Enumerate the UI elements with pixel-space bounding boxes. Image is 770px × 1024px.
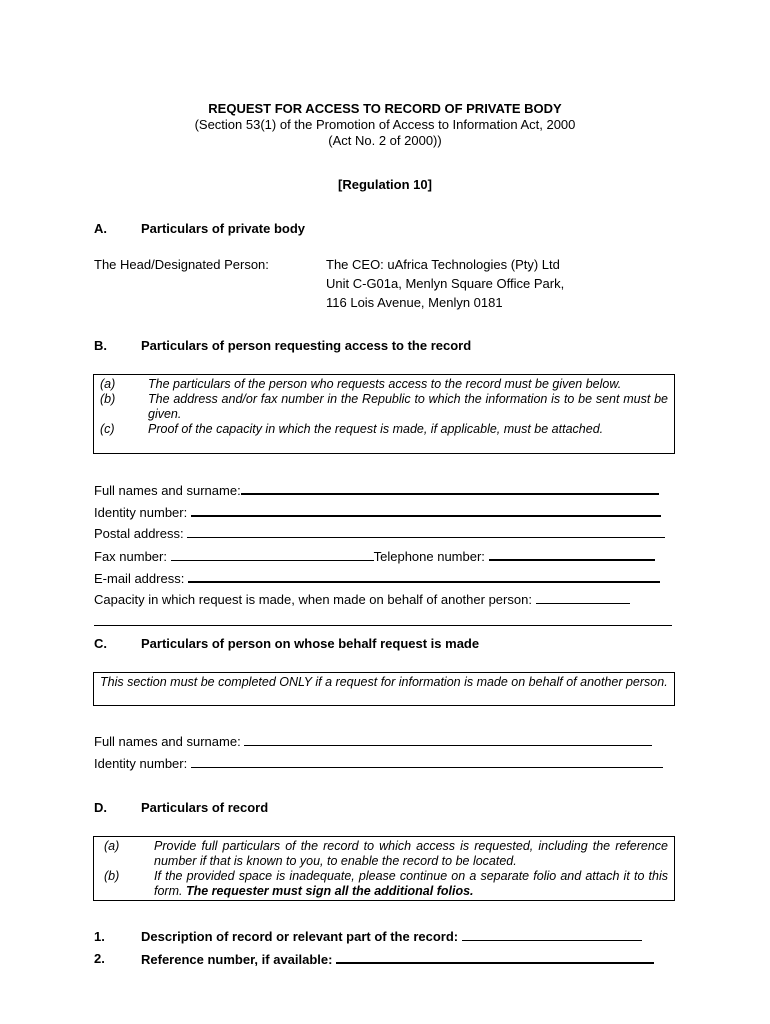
fax-number-label: Fax number: [94, 549, 167, 564]
full-names-label: Full names and surname: [94, 483, 241, 498]
head-designated-label: The Head/Designated Person: [94, 257, 269, 272]
reference-number-field[interactable] [141, 951, 654, 967]
instruction-label: (a) [104, 839, 120, 853]
instruction-item [94, 422, 674, 437]
instruction-label: (a) [100, 377, 116, 391]
capacity-line[interactable] [536, 592, 630, 604]
capacity-continuation-line[interactable] [94, 614, 672, 626]
fax-number-line[interactable] [171, 549, 374, 561]
reference-number-label: Reference number, if available: [141, 952, 333, 967]
behalf-identity-line[interactable] [191, 756, 663, 768]
section-c-letter: C. [94, 636, 107, 651]
instruction-text: Proof of the capacity in which the request is made, if applicable, must be attached. [148, 422, 604, 436]
identity-number-label: Identity number: [94, 505, 188, 520]
section-c-instruction-text: This section must be completed ONLY if a request for information is made on behalf of another person. [100, 675, 668, 689]
behalf-identity-label: Identity number: [94, 756, 188, 771]
form-title: REQUEST FOR ACCESS TO RECORD OF PRIVATE BODY [208, 101, 562, 116]
full-names-line[interactable] [241, 482, 659, 495]
email-address-line[interactable] [188, 570, 660, 583]
instruction-item [94, 839, 674, 869]
section-b-title: Particulars of person requesting access to the record [141, 338, 472, 353]
postal-address-field[interactable] [94, 526, 665, 541]
section-a-letter: A. [94, 221, 107, 236]
section-c-instruction [93, 672, 675, 706]
fax-telephone-field[interactable] [94, 548, 655, 564]
full-names-field[interactable] [94, 482, 659, 498]
identity-number-field[interactable] [94, 504, 661, 520]
address-line-1: The CEO: uAfrica Technologies (Pty) Ltd [326, 257, 560, 272]
instruction-text: The particulars of the person who requests access to the record must be given below. [148, 377, 622, 391]
behalf-full-names-label: Full names and surname: [94, 734, 241, 749]
instruction-item [94, 377, 674, 392]
reference-number-line[interactable] [336, 951, 654, 964]
item-2-number: 2. [94, 951, 105, 966]
record-description-line[interactable] [462, 929, 642, 941]
behalf-full-names-field[interactable] [94, 734, 652, 749]
instruction-text [154, 869, 674, 899]
form-subtitle-2: (Act No. 2 of 2000)) [328, 133, 442, 148]
section-c-title: Particulars of person on whose behalf request is made [141, 636, 480, 651]
instruction-text-plain: If the provided space is inadequate, please continue on a separate folio and attach it to this form. [154, 869, 668, 898]
address-line-3: 116 Lois Avenue, Menlyn 0181 [326, 295, 503, 310]
section-d-instructions [93, 836, 675, 901]
postal-address-label: Postal address: [94, 526, 184, 541]
telephone-number-label: Telephone number: [373, 549, 485, 564]
form-subtitle-1: (Section 53(1) of the Promotion of Access to Information Act, 2000 [194, 117, 576, 132]
section-d-letter: D. [94, 800, 107, 815]
behalf-identity-field[interactable] [94, 756, 663, 771]
item-1-number: 1. [94, 929, 105, 944]
capacity-label: Capacity in which request is made, when made on behalf of another person: [94, 592, 532, 607]
section-b-instructions [93, 374, 675, 454]
instruction-text: The address and/or fax number in the Republic to which the information is to be sent must be given. [148, 392, 668, 421]
instruction-label: (b) [100, 392, 116, 406]
instruction-text-bold: The requester must sign all the additional folios. [185, 884, 474, 898]
instruction-label: (c) [100, 422, 115, 436]
telephone-number-line[interactable] [489, 548, 655, 561]
capacity-field[interactable] [94, 592, 630, 607]
instruction-label: (b) [104, 869, 120, 883]
section-a-title: Particulars of private body [141, 221, 305, 236]
email-address-label: E-mail address: [94, 571, 185, 586]
instruction-item [94, 392, 674, 422]
regulation-label: [Regulation 10] [338, 177, 432, 192]
identity-number-line[interactable] [191, 504, 661, 517]
instruction-item [94, 869, 674, 899]
instruction-text: Provide full particulars of the record to which access is requested, including the reference number if that is known to you, to enable the record to be located. [154, 839, 668, 868]
address-line-2: Unit C-G01a, Menlyn Square Office Park, [326, 276, 565, 291]
record-description-label: Description of record or relevant part of the record: [141, 929, 459, 944]
postal-address-line[interactable] [187, 526, 665, 538]
behalf-full-names-line[interactable] [244, 734, 652, 746]
section-d-title: Particulars of record [141, 800, 269, 815]
section-b-letter: B. [94, 338, 107, 353]
email-address-field[interactable] [94, 570, 660, 586]
record-description-field[interactable] [141, 929, 642, 944]
